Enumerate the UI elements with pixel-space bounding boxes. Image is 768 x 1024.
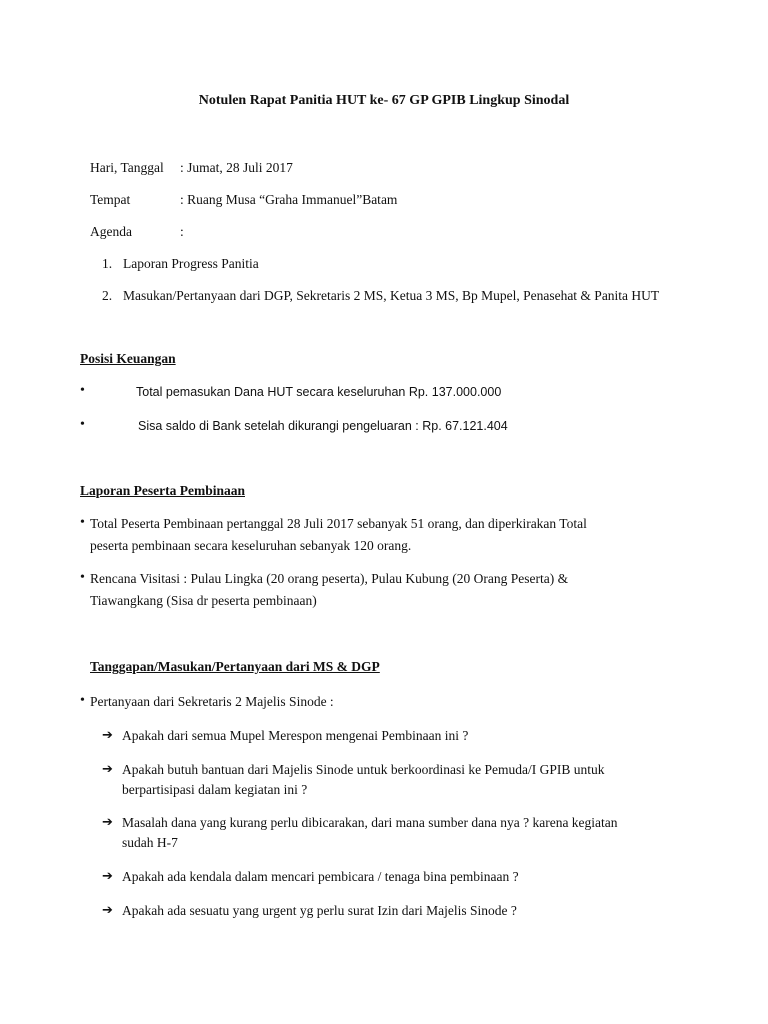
section-heading-pembinaan: Laporan Peserta Pembinaan: [80, 483, 245, 498]
visitation-item-line: Tiawangkang (Sisa dr peserta pembinaan): [90, 593, 317, 608]
arrow-right-icon: ➔: [102, 869, 113, 884]
question-item-continuation: sudah H-7: [122, 835, 178, 850]
question-item: Apakah dari semua Mupel Merespon mengenai Pembinaan ini ?: [122, 728, 469, 743]
bullet-icon: •: [80, 417, 85, 432]
question-item: Apakah butuh bantuan dari Majelis Sinode untuk berkoordinasi ke Pemuda/I GPIB untuk: [122, 762, 605, 777]
place-label: Tempat: [90, 192, 131, 207]
finance-item: Total pemasukan Dana HUT secara keseluruhan Rp. 137.000.000: [136, 385, 502, 399]
agenda-number: 1.: [102, 256, 113, 271]
arrow-right-icon: ➔: [102, 762, 113, 777]
visitation-item-line: Rencana Visitasi : Pulau Lingka (20 orang peserta), Pulau Kubung (20 Orang Peserta) &: [90, 571, 569, 586]
question-item-continuation: berpartisipasi dalam kegiatan ini ?: [122, 782, 308, 797]
question-intro: Pertanyaan dari Sekretaris 2 Majelis Sinode :: [90, 694, 334, 709]
section-heading-tanggapan: Tanggapan/Masukan/Pertanyaan dari MS & DGP: [90, 659, 380, 674]
question-item: Masalah dana yang kurang perlu dibicarakan, dari mana sumber dana nya ? karena kegiatan: [122, 815, 618, 830]
agenda-item: Laporan Progress Panitia: [123, 256, 259, 271]
arrow-right-icon: ➔: [102, 903, 113, 918]
participant-item-line: peserta pembinaan secara keseluruhan sebanyak 120 orang.: [90, 538, 412, 553]
day-label: Hari, Tanggal: [90, 160, 164, 175]
place-value: : Ruang Musa “Graha Immanuel”Batam: [180, 192, 398, 207]
agenda-value: :: [180, 224, 184, 239]
bullet-icon: •: [80, 383, 85, 398]
agenda-number: 2.: [102, 288, 113, 303]
finance-item: Sisa saldo di Bank setelah dikurangi pengeluaran : Rp. 67.121.404: [138, 419, 508, 433]
question-item: Apakah ada sesuatu yang urgent yg perlu surat Izin dari Majelis Sinode ?: [122, 903, 517, 918]
bullet-icon: •: [80, 570, 85, 585]
arrow-right-icon: ➔: [102, 728, 113, 743]
participant-item-line: Total Peserta Pembinaan pertanggal 28 Juli 2017 sebanyak 51 orang, dan diperkirakan Total: [90, 516, 587, 531]
question-item: Apakah ada kendala dalam mencari pembicara / tenaga bina pembinaan ?: [122, 869, 519, 884]
agenda-label: Agenda: [90, 224, 132, 239]
day-value: : Jumat, 28 Juli 2017: [180, 160, 293, 175]
agenda-item: Masukan/Pertanyaan dari DGP, Sekretaris 2 MS, Ketua 3 MS, Bp Mupel, Penasehat & Panita HUT: [123, 288, 660, 303]
bullet-icon: •: [80, 515, 85, 530]
document-title: Notulen Rapat Panitia HUT ke- 67 GP GPIB Lingkup Sinodal: [198, 93, 570, 108]
arrow-right-icon: ➔: [102, 815, 113, 830]
section-heading-keuangan: Posisi Keuangan: [80, 351, 176, 366]
bullet-icon: •: [80, 693, 85, 708]
